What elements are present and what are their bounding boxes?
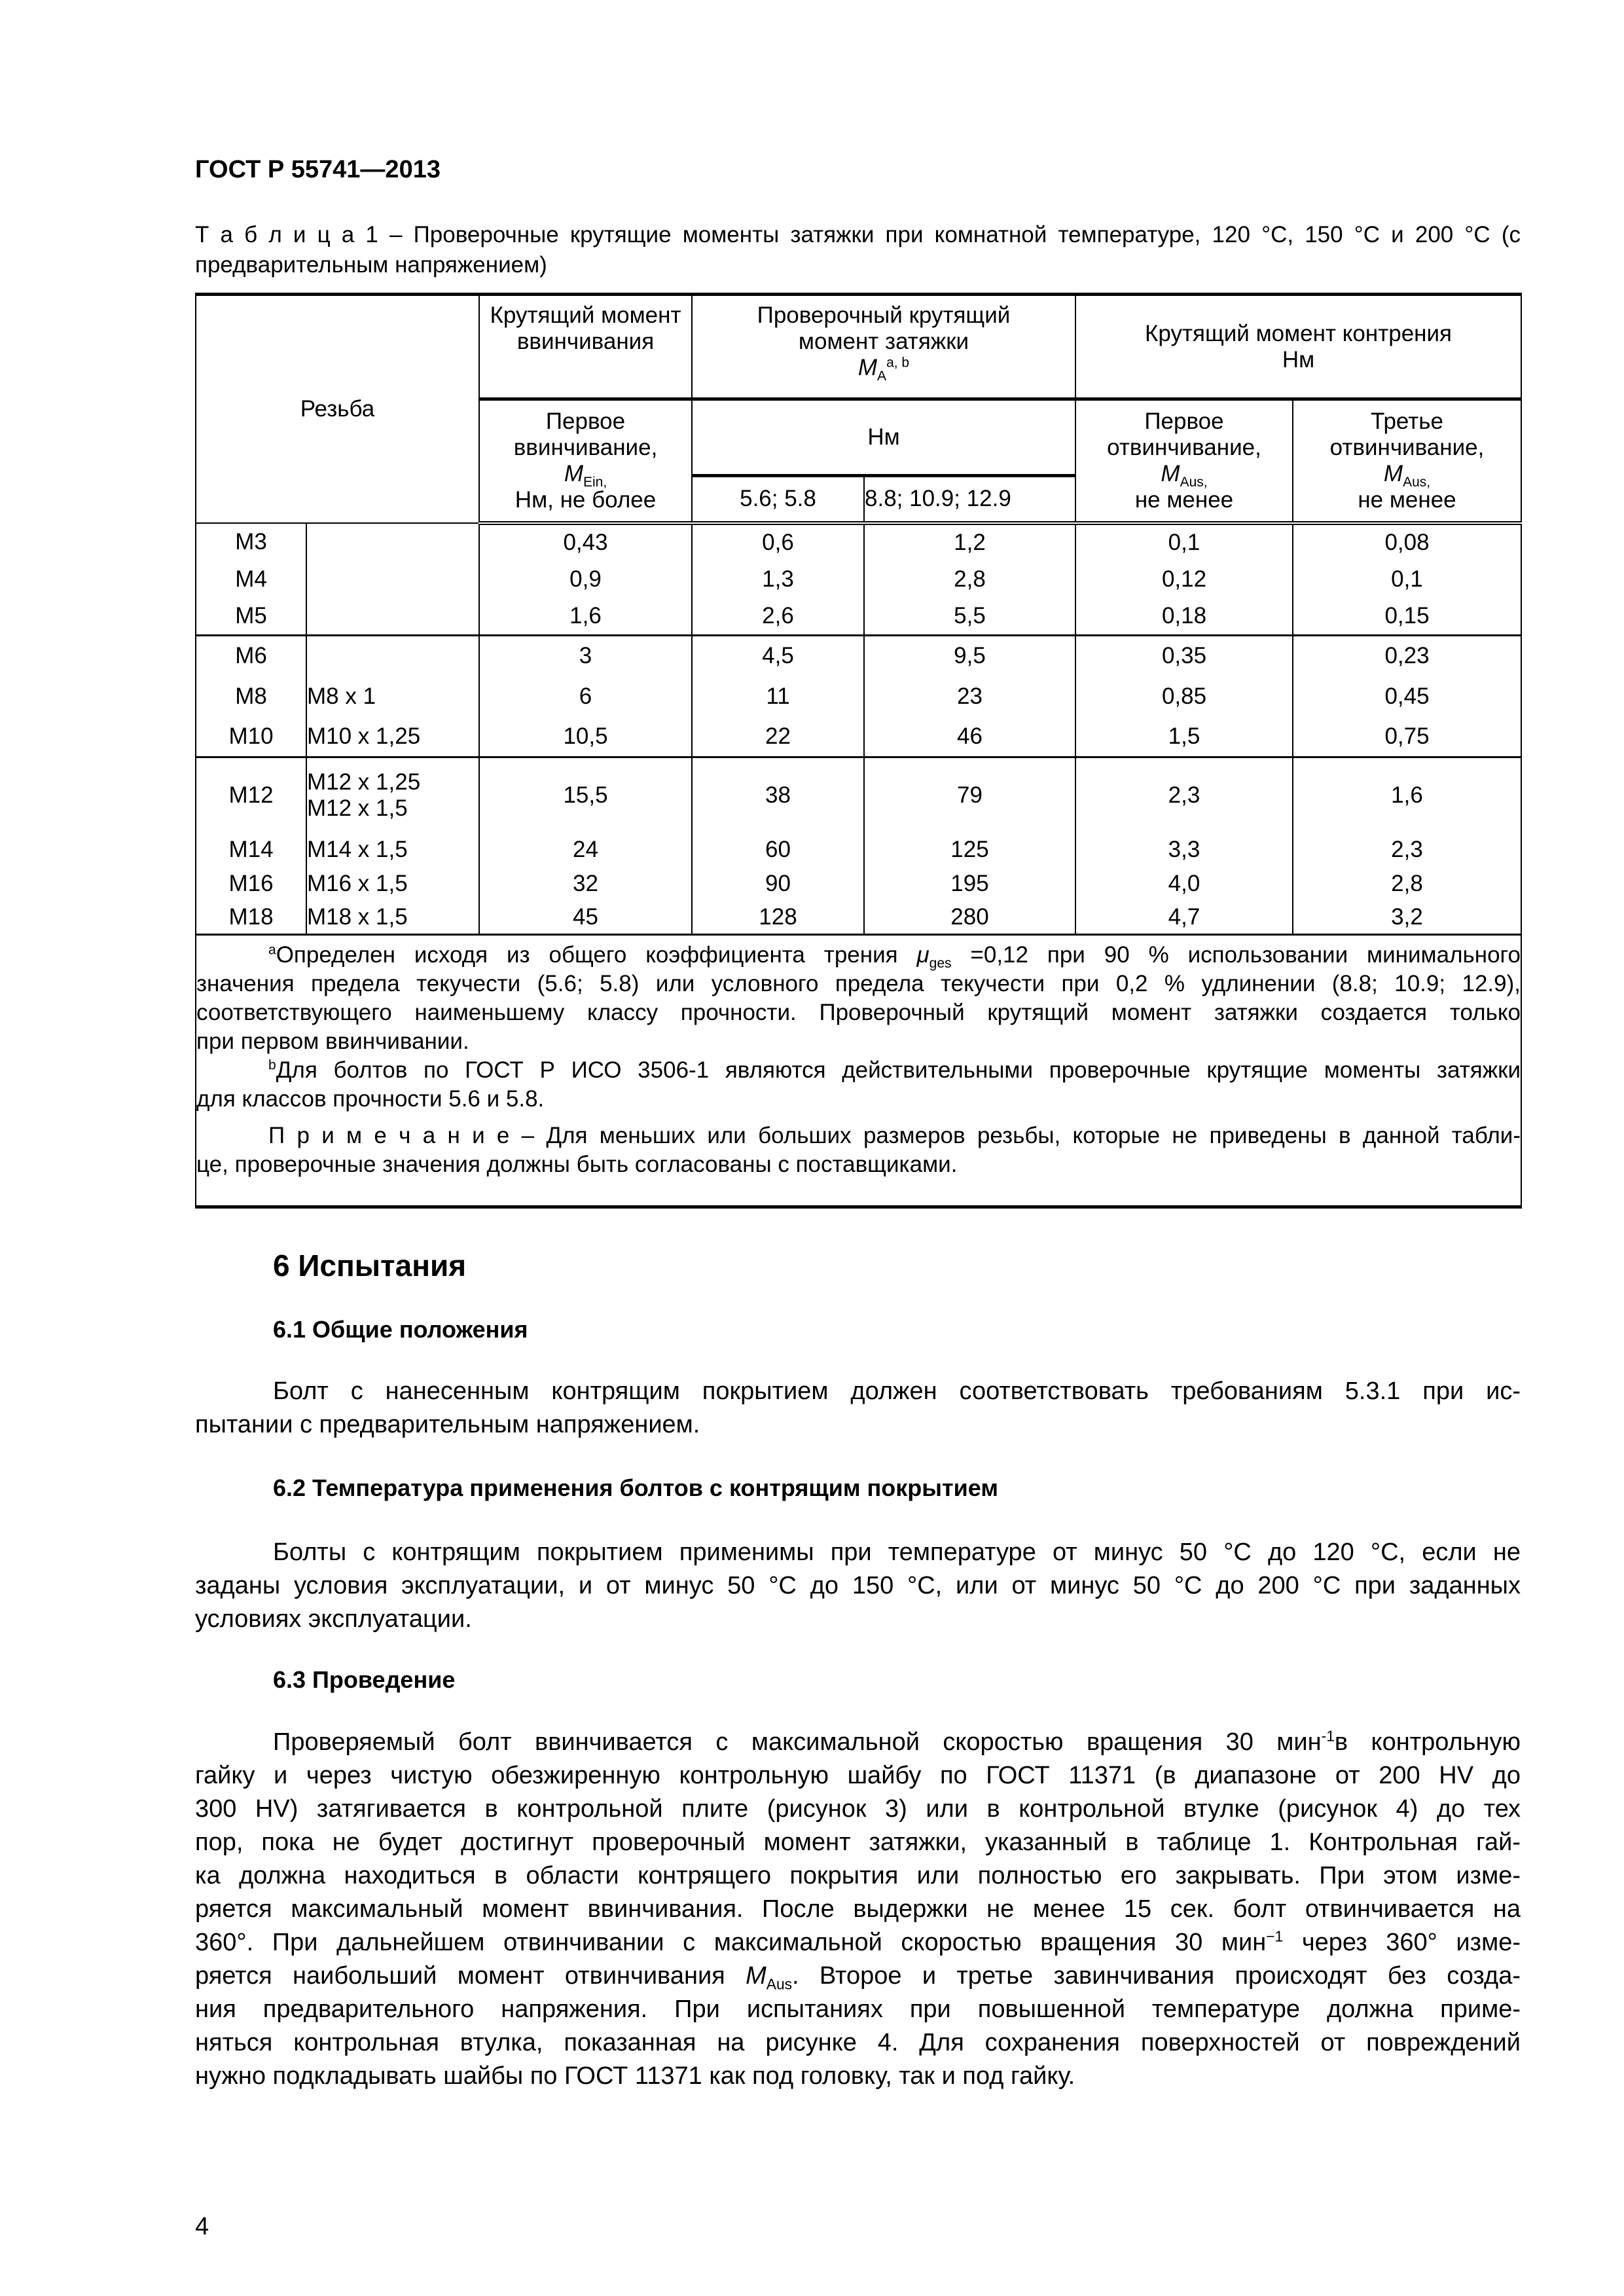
fine-thread bbox=[306, 523, 479, 561]
header-line: отвинчивание, bbox=[1329, 434, 1485, 460]
first-unscrew-torque: 4,7 bbox=[1075, 901, 1293, 935]
fine-thread bbox=[306, 561, 479, 598]
test-torque-8-8: 125 bbox=[864, 833, 1075, 867]
header-line: Первое bbox=[545, 408, 626, 434]
test-torque-8-8: 1,2 bbox=[864, 523, 1075, 561]
para-line: условиях эксплуатации. bbox=[195, 1605, 472, 1633]
table-row bbox=[196, 901, 1521, 935]
third-unscrew-torque: 0,15 bbox=[1293, 598, 1521, 636]
header-symbol bbox=[1293, 460, 1521, 490]
fine-thread: M18 x 1,5 bbox=[306, 901, 479, 935]
symbol: M bbox=[857, 355, 878, 380]
table-row bbox=[196, 598, 1521, 636]
footnote-mark: a bbox=[268, 942, 276, 958]
test-torque-8-8: 5,5 bbox=[864, 598, 1075, 636]
para-line bbox=[195, 1926, 1521, 1959]
table-row bbox=[196, 561, 1521, 598]
first-unscrew-torque: 3,3 bbox=[1075, 833, 1293, 867]
first-unscrew-torque: 0,12 bbox=[1075, 561, 1293, 598]
fine-thread bbox=[306, 636, 479, 676]
para-line: пор, пока не будет достигнут проверочный момент затяжки, указанный в таблице 1. Контрольная гай- bbox=[195, 1829, 1521, 1856]
text: ряется наибольший момент отвинчивания bbox=[195, 1962, 746, 1990]
header-line: не менее bbox=[1134, 486, 1234, 513]
screw-in-torque: 0,43 bbox=[479, 523, 692, 561]
test-torque-8-8: 195 bbox=[864, 867, 1075, 901]
third-unscrew-torque: 0,45 bbox=[1293, 676, 1521, 717]
fine-thread-line: M12 x 1,5 bbox=[307, 795, 408, 821]
remark-label: П р и м е ч а н и е – bbox=[268, 1123, 535, 1148]
header-line: Проверочный крутящий bbox=[757, 302, 1011, 328]
table-row bbox=[196, 717, 1521, 757]
test-torque-8-8: 79 bbox=[864, 757, 1075, 833]
test-torque-5-6: 0,6 bbox=[692, 523, 864, 561]
header-class-8-8: 8.8; 10.9; 12.9 bbox=[864, 476, 1075, 523]
symbol-sub: ges bbox=[929, 956, 952, 971]
note-text: Определен исходя из общего коэффициента трения bbox=[276, 942, 917, 968]
para-line: няться контрольная втулка, показанная на рисунке 4. Для сохранения поверхностей от повреждений bbox=[195, 2029, 1521, 2056]
screw-in-torque: 15,5 bbox=[479, 757, 692, 833]
paragraph-6-2 bbox=[195, 1536, 1521, 1636]
test-torque-8-8: 2,8 bbox=[864, 561, 1075, 598]
third-unscrew-torque: 0,08 bbox=[1293, 523, 1521, 561]
subsection-title: 6.1 Общие положения bbox=[273, 1316, 528, 1343]
header-thread: Резьба bbox=[196, 295, 479, 523]
fine-thread: M14 x 1,5 bbox=[306, 833, 479, 867]
third-unscrew-torque: 2,3 bbox=[1293, 833, 1521, 867]
table-row bbox=[196, 833, 1521, 867]
text: Проверяемый болт ввинчивается с максимальной скоростью вращения 30 мин bbox=[273, 1728, 1322, 1756]
thread-size: M4 bbox=[196, 561, 306, 598]
note-text: для классов прочности 5.6 и 5.8. bbox=[196, 1086, 545, 1112]
thread-size: M10 bbox=[196, 717, 306, 757]
remark-text: це, проверочные значения должны быть согласованы с поставщиками. bbox=[196, 1152, 958, 1177]
screw-in-torque: 3 bbox=[479, 636, 692, 676]
text: в контрольную bbox=[1334, 1728, 1521, 1756]
footnote-mark: b bbox=[268, 1057, 276, 1073]
test-torque-5-6: 38 bbox=[692, 757, 864, 833]
thread-size: M5 bbox=[196, 598, 306, 636]
note-b bbox=[196, 1056, 1521, 1085]
test-torque-5-6: 90 bbox=[692, 867, 864, 901]
superscript: −1 bbox=[1266, 1927, 1284, 1945]
para-line: 300 HV) затягивается в контрольной плите (рисунок 3) или в контрольной втулке (рисунок 4) до тех bbox=[195, 1795, 1521, 1823]
torque-table bbox=[195, 293, 1522, 1209]
para-line: пытании с предварительным напряжением. bbox=[195, 1411, 700, 1438]
table-row bbox=[196, 523, 1521, 561]
thread-size: M8 bbox=[196, 676, 306, 717]
header-third-unscrew bbox=[1293, 399, 1521, 523]
thread-size: M6 bbox=[196, 636, 306, 676]
first-unscrew-torque: 4,0 bbox=[1075, 867, 1293, 901]
screw-in-torque: 32 bbox=[479, 867, 692, 901]
header-line: не менее bbox=[1358, 486, 1456, 513]
symbol: M bbox=[746, 1962, 767, 1990]
document-id: ГОСТ Р 55741—2013 bbox=[195, 156, 441, 183]
fine-thread bbox=[306, 757, 479, 833]
header-line: отвинчивание, bbox=[1107, 434, 1261, 460]
note-text: значения предела текучести (5.6; 5.8) или условного предела текучести при 0,2 % удлинении (8.8; 10.9; 12.9), bbox=[196, 971, 1521, 996]
screw-in-torque: 0,9 bbox=[479, 561, 692, 598]
para-line: Болты с контрящим покрытием применимы при температуре от минус 50 °С до 120 °С, если не bbox=[273, 1539, 1521, 1566]
text: . Второе и третье завинчивания происходят без созда- bbox=[792, 1962, 1521, 1990]
thread-size: M14 bbox=[196, 833, 306, 867]
first-unscrew-torque: 0,18 bbox=[1075, 598, 1293, 636]
test-torque-8-8: 280 bbox=[864, 901, 1075, 935]
para-line: нужно подкладывать шайбы по ГОСТ 11371 как под головку, так и под гайку. bbox=[195, 2062, 1075, 2090]
paragraph-6-3 bbox=[195, 1726, 1521, 2093]
header-test-torque bbox=[692, 295, 1075, 399]
symbol: M bbox=[1161, 460, 1180, 486]
symbol-sub: A bbox=[877, 369, 887, 384]
third-unscrew-torque: 1,6 bbox=[1293, 757, 1521, 833]
header-symbol bbox=[480, 460, 691, 490]
third-unscrew-torque: 3,2 bbox=[1293, 901, 1521, 935]
thread-size: M18 bbox=[196, 901, 306, 935]
note-text: =0,12 при 90 % использовании минимального bbox=[951, 942, 1521, 968]
fine-thread: M16 x 1,5 bbox=[306, 867, 479, 901]
third-unscrew-torque: 0,75 bbox=[1293, 717, 1521, 757]
third-unscrew-torque: 0,1 bbox=[1293, 561, 1521, 598]
superscript: -1 bbox=[1321, 1727, 1335, 1745]
page-number: 4 bbox=[195, 2213, 209, 2240]
header-line: Третье bbox=[1371, 408, 1443, 434]
symbol: M bbox=[1383, 460, 1403, 486]
header-line: Первое bbox=[1144, 408, 1224, 434]
header-nm: Нм bbox=[692, 399, 1075, 476]
table-caption bbox=[195, 220, 1521, 280]
caption-line: предварительным напряжением) bbox=[195, 252, 547, 278]
section-title: 6 Испытания bbox=[273, 1248, 467, 1283]
screw-in-torque: 24 bbox=[479, 833, 692, 867]
header-line: ввинчивание, bbox=[513, 434, 658, 460]
third-unscrew-torque: 0,23 bbox=[1293, 636, 1521, 676]
remark-text: Для меньших или больших размеров резьбы, которые не приведены в данной табли- bbox=[534, 1123, 1521, 1148]
note-text: Для болтов по ГОСТ Р ИСО 3506-1 являются действительными проверочные крутящие моменты затяжки bbox=[276, 1057, 1521, 1083]
header-line: момент затяжки bbox=[798, 329, 969, 354]
test-torque-8-8: 23 bbox=[864, 676, 1075, 717]
test-torque-5-6: 128 bbox=[692, 901, 864, 935]
screw-in-torque: 1,6 bbox=[479, 598, 692, 636]
test-torque-5-6: 22 bbox=[692, 717, 864, 757]
note-text: при первом ввинчивании. bbox=[196, 1029, 469, 1054]
screw-in-torque: 10,5 bbox=[479, 717, 692, 757]
header-line: Нм bbox=[1282, 346, 1315, 373]
first-unscrew-torque: 0,85 bbox=[1075, 676, 1293, 717]
test-torque-5-6: 60 bbox=[692, 833, 864, 867]
para-line bbox=[195, 1959, 1521, 1993]
thread-size: M12 bbox=[196, 757, 306, 833]
para-line: Болт с нанесенным контрящим покрытием должен соответствовать требованиям 5.3.1 при ис- bbox=[273, 1377, 1521, 1405]
first-unscrew-torque: 0,1 bbox=[1075, 523, 1293, 561]
first-unscrew-torque: 0,35 bbox=[1075, 636, 1293, 676]
symbol-sub: Aus, bbox=[1180, 474, 1208, 490]
text: через 360° изме- bbox=[1283, 1929, 1521, 1956]
test-torque-5-6: 4,5 bbox=[692, 636, 864, 676]
test-torque-8-8: 9,5 bbox=[864, 636, 1075, 676]
test-torque-5-6: 11 bbox=[692, 676, 864, 717]
text: 360°. При дальнейшем отвинчивании с максимальной скоростью вращения 30 мин bbox=[195, 1929, 1267, 1956]
para-line: ка должна находиться в области контрящего покрытия или полностью его закрывать. При этом изме- bbox=[195, 1862, 1521, 1889]
test-torque-5-6: 2,6 bbox=[692, 598, 864, 636]
header-class-5-6: 5.6; 5.8 bbox=[692, 476, 864, 523]
para-line: заданы условия эксплуатации, и от минус 50 °С до 150 °С, или от минус 50 °С до 200 °С при заданных bbox=[195, 1572, 1521, 1599]
subsection-title: 6.2 Температура применения болтов с контрящим покрытием bbox=[273, 1474, 998, 1501]
header-screw-in-torque: Крутящий момент ввинчивания bbox=[479, 295, 692, 399]
para-line: ния предварительного напряжения. При испытаниях при повышенной температуре должна приме- bbox=[195, 1995, 1521, 2023]
header-first-unscrew bbox=[1075, 399, 1293, 523]
test-torque-5-6: 1,3 bbox=[692, 561, 864, 598]
fine-thread: M10 x 1,25 bbox=[306, 717, 479, 757]
fine-thread-line: M12 x 1,25 bbox=[307, 769, 421, 795]
first-unscrew-torque: 2,3 bbox=[1075, 757, 1293, 833]
table-row bbox=[196, 757, 1521, 833]
first-unscrew-torque: 1,5 bbox=[1075, 717, 1293, 757]
para-line: ряется максимальный момент ввинчивания. После выдержки не менее 15 сек. болт отвинчивается на bbox=[195, 1895, 1521, 1923]
caption-line: Т а б л и ц а 1 – Проверочные крутящие моменты затяжки при комнатной температуре, 120 °С, 150 °С и 200 °С (с bbox=[195, 222, 1521, 247]
paragraph-6-1 bbox=[195, 1375, 1521, 1442]
thread-size: M3 bbox=[196, 523, 306, 561]
fine-thread bbox=[306, 598, 479, 636]
table-row bbox=[196, 676, 1521, 717]
third-unscrew-torque: 2,8 bbox=[1293, 867, 1521, 901]
note-a bbox=[196, 941, 1521, 970]
thread-size: M16 bbox=[196, 867, 306, 901]
header-symbol bbox=[693, 355, 1075, 384]
header-first-screw-in bbox=[479, 399, 692, 523]
para-line bbox=[195, 1726, 1521, 1759]
screw-in-torque: 6 bbox=[479, 676, 692, 717]
subsection-title: 6.3 Проведение bbox=[273, 1666, 456, 1693]
screw-in-torque: 45 bbox=[479, 901, 692, 935]
test-torque-8-8: 46 bbox=[864, 717, 1075, 757]
symbol-sub: Aus, bbox=[1403, 474, 1431, 490]
header-lock-torque bbox=[1075, 295, 1521, 399]
note-text: соответствующего наименьшему классу прочности. Проверочный крутящий момент затяжки создается только bbox=[196, 1000, 1521, 1025]
symbol: M bbox=[564, 460, 583, 486]
footnote-ref: a, b bbox=[886, 355, 910, 371]
table-row bbox=[196, 867, 1521, 901]
symbol-sub: Aus bbox=[766, 1975, 793, 1993]
para-line: гайку и через чистую обезжиренную контрольную шайбу по ГОСТ 11371 (в диапазоне от 200 HV до bbox=[195, 1762, 1521, 1789]
symbol: μ bbox=[916, 942, 929, 968]
table-row bbox=[196, 636, 1521, 676]
header-line: Крутящий момент контрения bbox=[1145, 320, 1452, 346]
table-notes bbox=[196, 935, 1521, 1207]
header-symbol bbox=[1076, 460, 1292, 490]
remark bbox=[196, 1121, 1521, 1150]
header-line: Нм, не более bbox=[514, 486, 657, 513]
symbol-sub: Ein, bbox=[583, 474, 607, 490]
fine-thread: M8 x 1 bbox=[306, 676, 479, 717]
